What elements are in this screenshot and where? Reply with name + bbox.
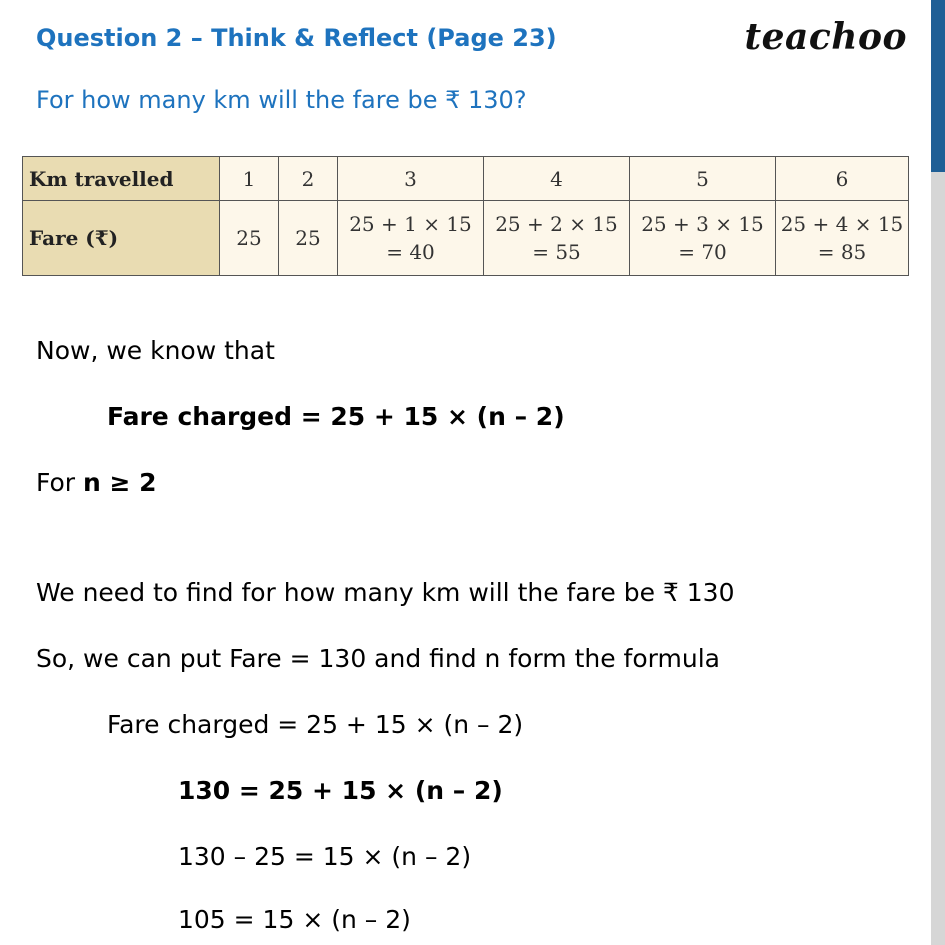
page-title: Question 2 – Think & Reflect (Page 23) [36, 24, 557, 52]
table-cell [338, 201, 484, 276]
condition-line [36, 468, 157, 497]
table-cell: 6 [776, 157, 909, 201]
cell-line: 25 + 1 × 15 [349, 212, 472, 236]
fare-table [22, 156, 909, 276]
table-row [23, 157, 909, 201]
table-cell [279, 201, 338, 276]
table-cell [220, 201, 279, 276]
cell-line: 25 + 2 × 15 [495, 212, 618, 236]
cell-line: = 40 [386, 240, 435, 264]
table-cell: 2 [279, 157, 338, 201]
table-cell [630, 201, 776, 276]
cell-line: = 70 [678, 240, 727, 264]
row-header-km: Km travelled [23, 157, 220, 201]
scrollbar-thumb[interactable] [931, 0, 945, 172]
step-line-2: 130 = 25 + 15 × (n – 2) [178, 776, 503, 805]
table-cell [776, 201, 909, 276]
table-cell: 4 [484, 157, 630, 201]
cell-line: = 55 [532, 240, 581, 264]
step-line-1: Fare charged = 25 + 15 × (n – 2) [107, 710, 524, 739]
table-cell [484, 201, 630, 276]
cell-line: = 85 [817, 240, 867, 264]
step-line-3: 130 – 25 = 15 × (n – 2) [178, 842, 472, 871]
table-cell: 1 [220, 157, 279, 201]
text-line-5: So, we can put Fare = 130 and find n form the formula [36, 644, 720, 673]
cell-line: 25 + 3 × 15 [641, 212, 764, 236]
table-row [23, 201, 909, 276]
text-line-4: We need to find for how many km will the fare be ₹ 130 [36, 578, 735, 607]
teachoo-logo: teachoo [744, 16, 907, 58]
condition-prefix: For [36, 468, 84, 497]
row-header-fare: Fare (₹) [23, 201, 220, 276]
cell-line: 25 + 4 × 15 [780, 212, 904, 236]
table-cell: 5 [630, 157, 776, 201]
question-text: For how many km will the fare be ₹ 130? [36, 86, 527, 114]
formula-line: Fare charged = 25 + 15 × (n – 2) [107, 402, 565, 431]
cell-line: 25 [295, 226, 321, 250]
cell-line: 25 [236, 226, 262, 250]
table-cell: 3 [338, 157, 484, 201]
condition-value: n ≥ 2 [83, 468, 157, 497]
text-line-1: Now, we know that [36, 336, 275, 365]
step-line-4: 105 = 15 × (n – 2) [178, 905, 411, 934]
